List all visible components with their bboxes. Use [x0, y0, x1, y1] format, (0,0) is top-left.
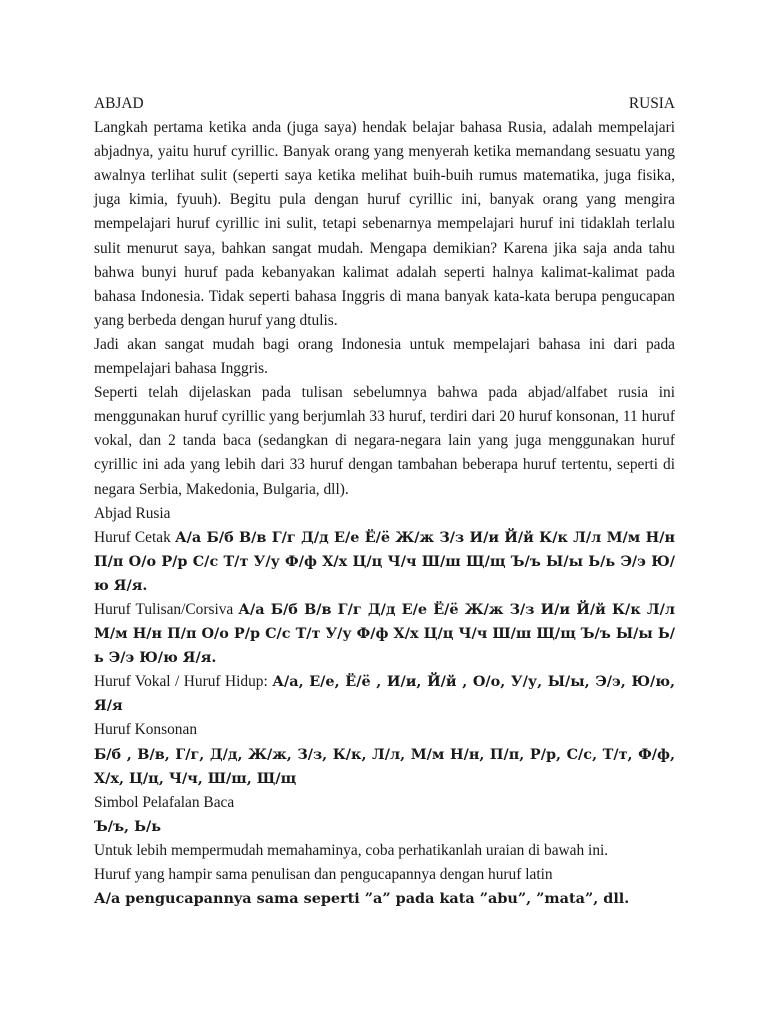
cetak-letters: А/а Б/б В/в Г/г Д/д Е/е Ё/ё Ж/ж З/з И/и Й/й К/к Л/л М/м Н/н П/п О/о Р/р С/с Т/т У/у Ф/ф Х/х Ц/ц Ч/ч Ш/ш Щ/щ Ъ/ъ Ы/ы Ь/ь Э/э Ю/ю Я/я. [94, 528, 675, 594]
second-paragraph: Jadi akan sangat mudah bagi orang Indonesia untuk mempelajari bahasa ini dari pada mempelajari bahasa Inggris. [94, 335, 675, 378]
vokal-label: Huruf Vokal / Huruf Hidup: [94, 673, 273, 691]
tulisan-label: Huruf Tulisan/Corsiva [94, 600, 239, 618]
latin-paragraph: Huruf yang hampir sama penulisan dan pengucapannya dengan huruf latin [94, 866, 553, 883]
simbol-heading: Simbol Pelafalan Baca [94, 793, 235, 811]
intro-paragraph: Langkah pertama ketika anda (juga saya) hendak belajar bahasa Rusia, adalah mempelajari abjadnya, yaitu huruf cyrillic. Banyak orang yang menyerah ketika memandang sesuatu yang awalnya terlihat sulit (seperti saya ketika melihat buih-buih rumus matematika, juga fisika, juga kimia, fyuuh). Begitu pula dengan huruf cyrillic ini, banyak orang yang mengira mempelajari huruf cyrillic ini sulit, tetapi sebenarnya mempelajari huruf ini tidaklah terlalu sulit menurut saya, bahkan sangat mudah. Mengapa demikian? Karena jika saja anda tahu bahwa bunyi huruf pada kebanyakan kalimat adalah seperti halnya kalimat-kalimat pada bahasa Indonesia. Tidak seperti bahasa Inggris di mana banyak kata-kata berupa pengucapan yang berbeda dengan huruf yang dtulis. [94, 119, 675, 329]
simbol-letters: Ъ/ъ, Ь/ь [94, 817, 161, 835]
tulisan-letters: А/а Б/б В/в Г/г Д/д Е/е Ё/ё Ж/ж З/з И/и Й/й К/к Л/л М/м Н/н П/п О/о Р/р С/с Т/т У/у Ф/ф Х/х Ц/ц Ч/ч Ш/ш Щ/щ Ъ/ъ Ы/ы Ь/ь Э/э Ю/ю Я/я. [94, 600, 676, 667]
closing-paragraph: Untuk lebih mempermudah memahaminya, coba perhatikanlah uraian di bawah ini. [94, 841, 609, 859]
title-right: RUSIA [628, 95, 675, 112]
third-paragraph: Seperti telah dijelaskan pada tulisan sebelumnya bahwa pada abjad/alfabet rusia ini menggunakan huruf cyrillic yang berjumlah 33 huruf, terdiri dari 20 huruf konsonan, 11 huruf vokal, dan 2 tanda baca (sedangkan di negara-negara lain yang juga menggunakan huruf cyrillic ini ada yang lebih dari 33 huruf dengan tambahan beberapa huruf tertentu, seperti di negara Serbia, Makedonia, Bulgaria, dll). [94, 384, 675, 498]
title-left: ABJAD [94, 95, 144, 112]
document-page [94, 92, 675, 911]
konsonan-letters: Б/б , В/в, Г/г, Д/д, Ж/ж, З/з, К/к, Л/л, М/м Н/н, П/п, Р/р, С/с, Т/т, Ф/ф, Х/х, Ц/ц, Ч/ч, Ш/ш, Щ/щ [94, 745, 675, 787]
konsonan-heading: Huruf Konsonan [94, 721, 198, 739]
vokal-paragraph [94, 670, 675, 718]
document-title [94, 92, 675, 116]
abjad-heading: Abjad Rusia [94, 504, 171, 522]
cetak-label: Huruf Cetak [94, 528, 175, 546]
cetak-paragraph [94, 526, 675, 598]
example-line: А/а pengucapannya sama seperti ”а” pada kata ”abu”, ”mata”, dll. [94, 890, 630, 908]
tulisan-paragraph [94, 598, 675, 670]
vokal-letters: А/а, Е/е, Ё/ё , И/и, Й/й , О/о, У/у, Ы/ы, Э/э, Ю/ю, Я/я [94, 673, 675, 715]
